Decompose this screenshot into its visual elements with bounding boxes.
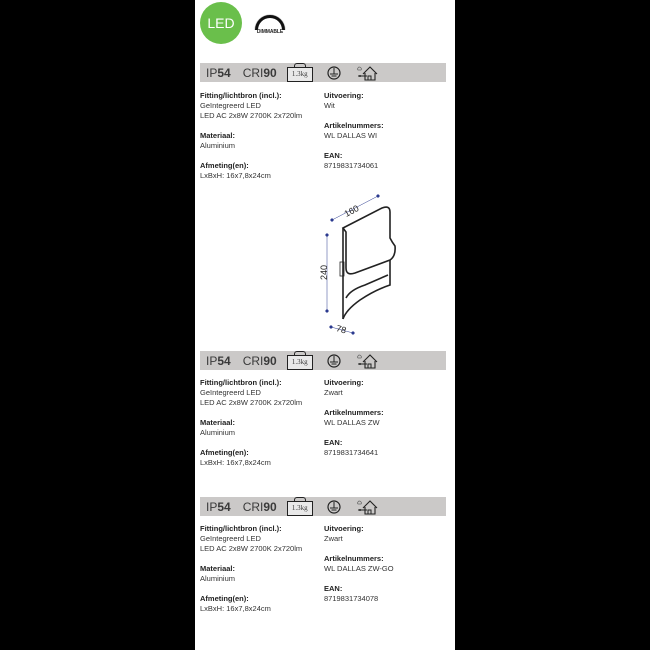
artikel-field: Artikelnummers: WL DALLAS WI <box>324 121 384 140</box>
weight-icon: 1.3kg <box>287 501 313 516</box>
depth-dim-label: 78 <box>335 323 348 336</box>
materiaal-field: Materiaal: Aluminium <box>200 418 236 437</box>
uitvoering-field: Uitvoering: Zwart <box>324 524 364 543</box>
materiaal-field: Materiaal: Aluminium <box>200 131 236 150</box>
fitting-field: Fitting/lichtbron (incl.): Geïntegreerd LED LED AC 2x8W 2700K 2x720lm <box>200 378 303 407</box>
weight-icon: 1.3kg <box>287 355 313 370</box>
weight-icon: 1.3kg <box>287 67 313 82</box>
product-sheet-page <box>195 0 455 650</box>
outdoor-house-icon <box>355 499 379 515</box>
uitvoering-field: Uitvoering: Wit <box>324 91 364 110</box>
cri-rating: CRI90 <box>242 353 277 368</box>
height-dim-label: 240 <box>319 264 329 280</box>
dimmable-icon <box>250 10 290 40</box>
uitvoering-field: Uitvoering: Zwart <box>324 378 364 397</box>
spec-bar <box>200 63 446 82</box>
artikel-field: Artikelnummers: WL DALLAS ZW <box>324 408 384 427</box>
earth-ground-icon <box>327 66 341 80</box>
fitting-field: Fitting/lichtbron (incl.): Geïntegreerd LED LED AC 2x8W 2700K 2x720lm <box>200 524 303 553</box>
ip-rating: IP54 <box>206 65 231 80</box>
ip-rating: IP54 <box>206 499 231 514</box>
cri-rating: CRI90 <box>242 499 277 514</box>
afmeting-field: Afmeting(en): LxBxH: 16x7,8x24cm <box>200 448 271 467</box>
afmeting-field: Afmeting(en): LxBxH: 16x7,8x24cm <box>200 594 271 613</box>
cri-rating: CRI90 <box>242 65 277 80</box>
artikel-field: Artikelnummers: WL DALLAS ZW-GO <box>324 554 394 573</box>
dimmable-label: DIMMABLE <box>256 29 284 35</box>
width-dim-label: 160 <box>342 203 361 219</box>
earth-ground-icon <box>327 500 341 514</box>
led-badge <box>200 2 242 44</box>
ean-field: EAN: 8719831734061 <box>324 151 379 170</box>
outdoor-house-icon <box>355 353 379 369</box>
spec-bar <box>200 497 446 516</box>
dimension-drawing <box>300 190 430 340</box>
materiaal-field: Materiaal: Aluminium <box>200 564 236 583</box>
outdoor-house-icon <box>355 65 379 81</box>
fitting-field: Fitting/lichtbron (incl.): Geïntegreerd LED LED AC 2x8W 2700K 2x720lm <box>200 91 303 120</box>
earth-ground-icon <box>327 354 341 368</box>
ean-field: EAN: 8719831734641 <box>324 438 379 457</box>
spec-bar <box>200 351 446 370</box>
led-label: LED <box>207 15 235 31</box>
ean-field: EAN: 8719831734078 <box>324 584 379 603</box>
ip-rating: IP54 <box>206 353 231 368</box>
afmeting-field: Afmeting(en): LxBxH: 16x7,8x24cm <box>200 161 271 180</box>
